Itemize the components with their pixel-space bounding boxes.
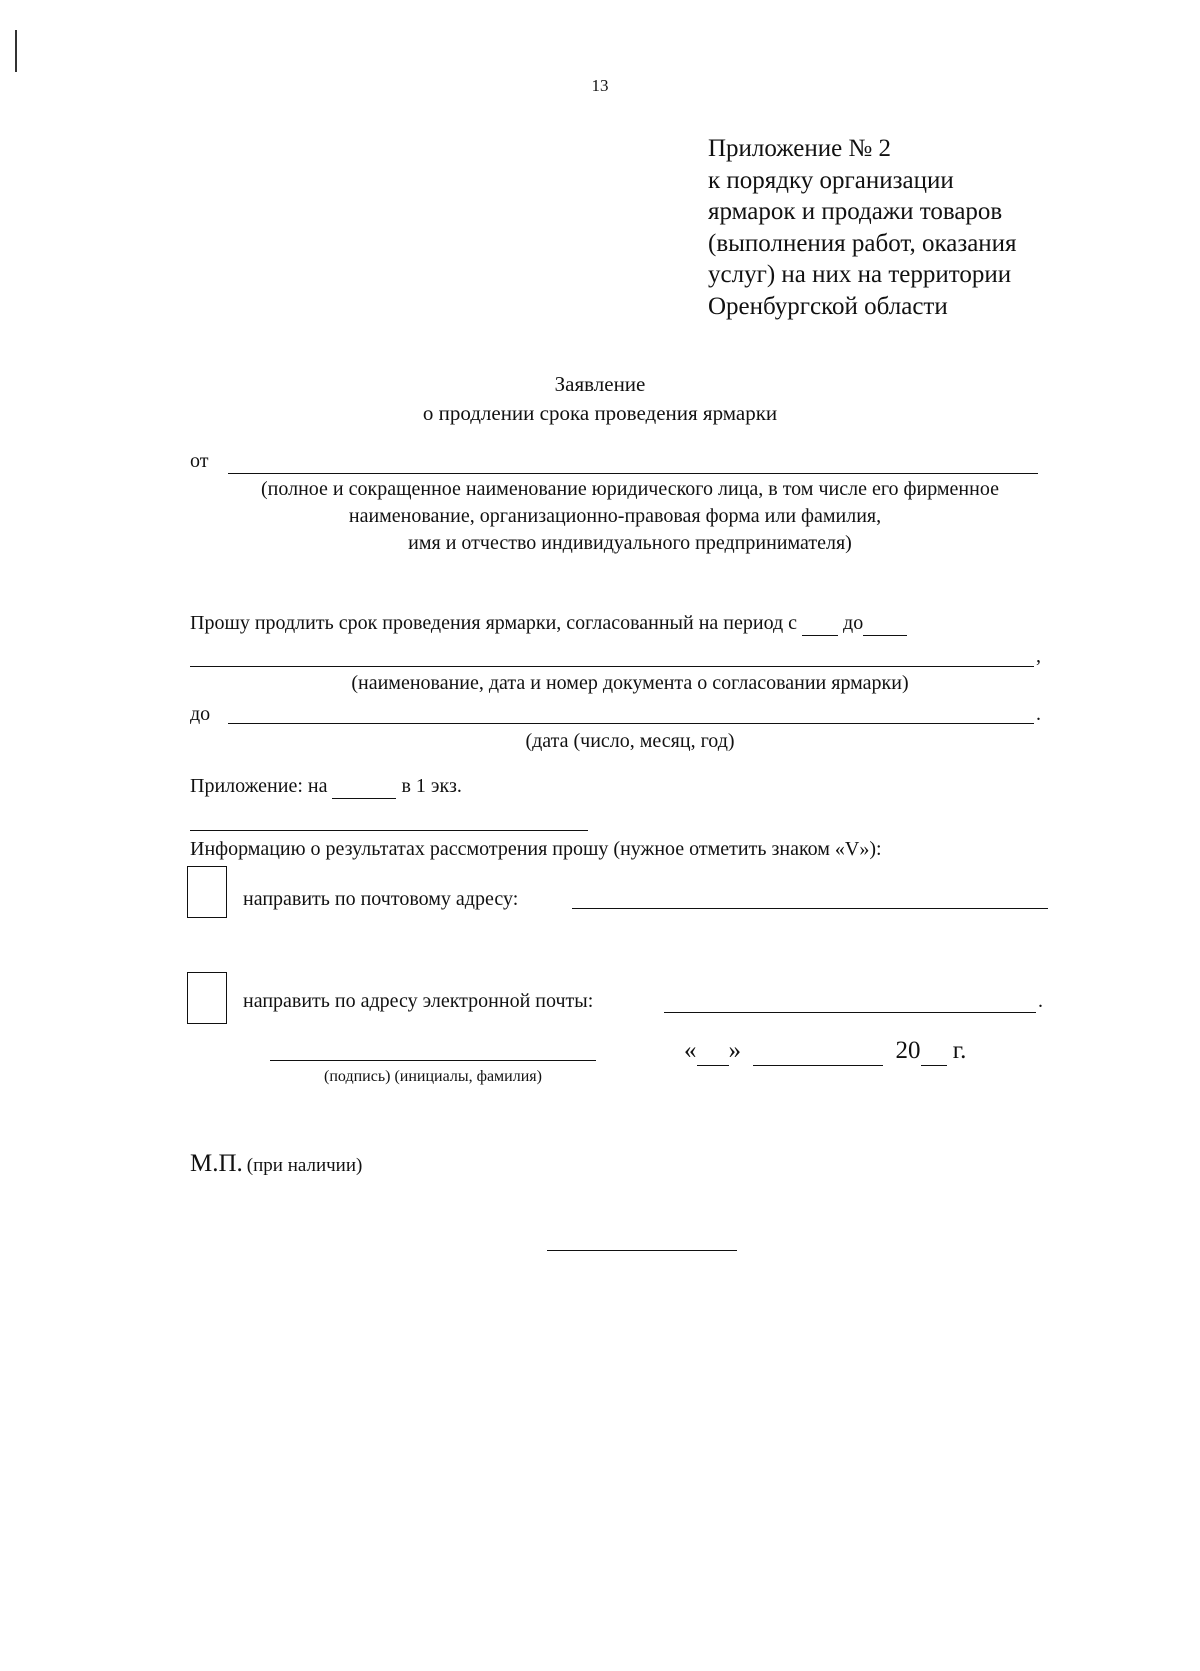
- page-number: 13: [591, 76, 609, 95]
- stamp-note: (при наличии): [246, 1155, 363, 1176]
- post-option-label: направить по почтовому адресу:: [243, 888, 519, 910]
- stamp-line: [190, 1150, 362, 1178]
- period-start-field[interactable]: [802, 612, 838, 636]
- attachment-label: Приложение: на: [190, 775, 328, 797]
- day-field[interactable]: [697, 1037, 729, 1066]
- document-subtitle: о продлении срока проведения ярмарки: [422, 401, 778, 425]
- document-caption: (наименование, дата и номер документа о согласовании ярмарки): [351, 672, 909, 694]
- from-label: от: [190, 450, 209, 472]
- appendix-line: к порядку организации: [708, 166, 954, 194]
- period-end-field[interactable]: [863, 612, 907, 636]
- month-field[interactable]: [753, 1037, 883, 1066]
- request-text-start: Прошу продлить срок проведения ярмарки, согласованный на период с: [190, 612, 798, 634]
- document-field-line[interactable]: [190, 666, 1034, 667]
- quote-open: «: [684, 1037, 697, 1064]
- until-period-mark: .: [1036, 703, 1041, 725]
- document-title: Заявление: [554, 372, 646, 396]
- info-text: Информацию о результатах рассмотрения прошу (нужное отметить знаком «V»):: [190, 838, 882, 860]
- email-option-label: направить по адресу электронной почты:: [243, 990, 594, 1012]
- stamp-label: М.П.: [190, 1150, 243, 1177]
- appendix-header: [708, 133, 1017, 322]
- signature-caption: (подпись) (инициалы, фамилия): [324, 1068, 542, 1085]
- signature-field-line[interactable]: [270, 1060, 596, 1061]
- end-divider: [547, 1250, 737, 1251]
- from-caption-line: имя и отчество индивидуального предпринимателя): [408, 532, 852, 554]
- date-caption: (дата (число, месяц, год): [525, 730, 735, 752]
- from-caption-line: (полное и сокращенное наименование юридического лица, в том числе его фирменное: [261, 478, 999, 500]
- appendix-line: ярмарок и продажи товаров: [708, 198, 1003, 225]
- year-suffix: г.: [952, 1037, 967, 1064]
- email-period-mark: .: [1038, 990, 1043, 1012]
- appendix-line: Приложение № 2: [708, 135, 892, 162]
- from-caption-line: наименование, организационно-правовая форма или фамилия,: [348, 505, 882, 527]
- attachment-line: [190, 775, 462, 799]
- request-text: [190, 612, 907, 636]
- appendix-line: услуг) на них на территории: [708, 261, 1012, 288]
- email-option-checkbox[interactable]: [187, 972, 227, 1024]
- post-option-checkbox[interactable]: [187, 866, 227, 918]
- attachment-copies: в 1 экз.: [401, 775, 462, 797]
- postal-address-field-line[interactable]: [572, 908, 1048, 909]
- email-field-line[interactable]: [664, 1012, 1036, 1013]
- appendix-line: Оренбургской области: [708, 292, 948, 320]
- year-prefix: 20: [895, 1037, 921, 1064]
- attachment-divider: [190, 830, 588, 831]
- attachment-pages-field[interactable]: [332, 775, 396, 799]
- from-field-line[interactable]: [228, 473, 1038, 474]
- request-to-word: до: [843, 612, 864, 634]
- comma-mark: ,: [1036, 645, 1041, 667]
- year-field[interactable]: [921, 1037, 947, 1066]
- date-block: [684, 1037, 966, 1066]
- until-label: до: [190, 703, 211, 725]
- appendix-line: (выполнения работ, оказания: [708, 229, 1017, 257]
- scan-edge-mark: [15, 30, 17, 72]
- quote-close: »: [728, 1037, 741, 1064]
- until-date-field-line[interactable]: [228, 723, 1034, 724]
